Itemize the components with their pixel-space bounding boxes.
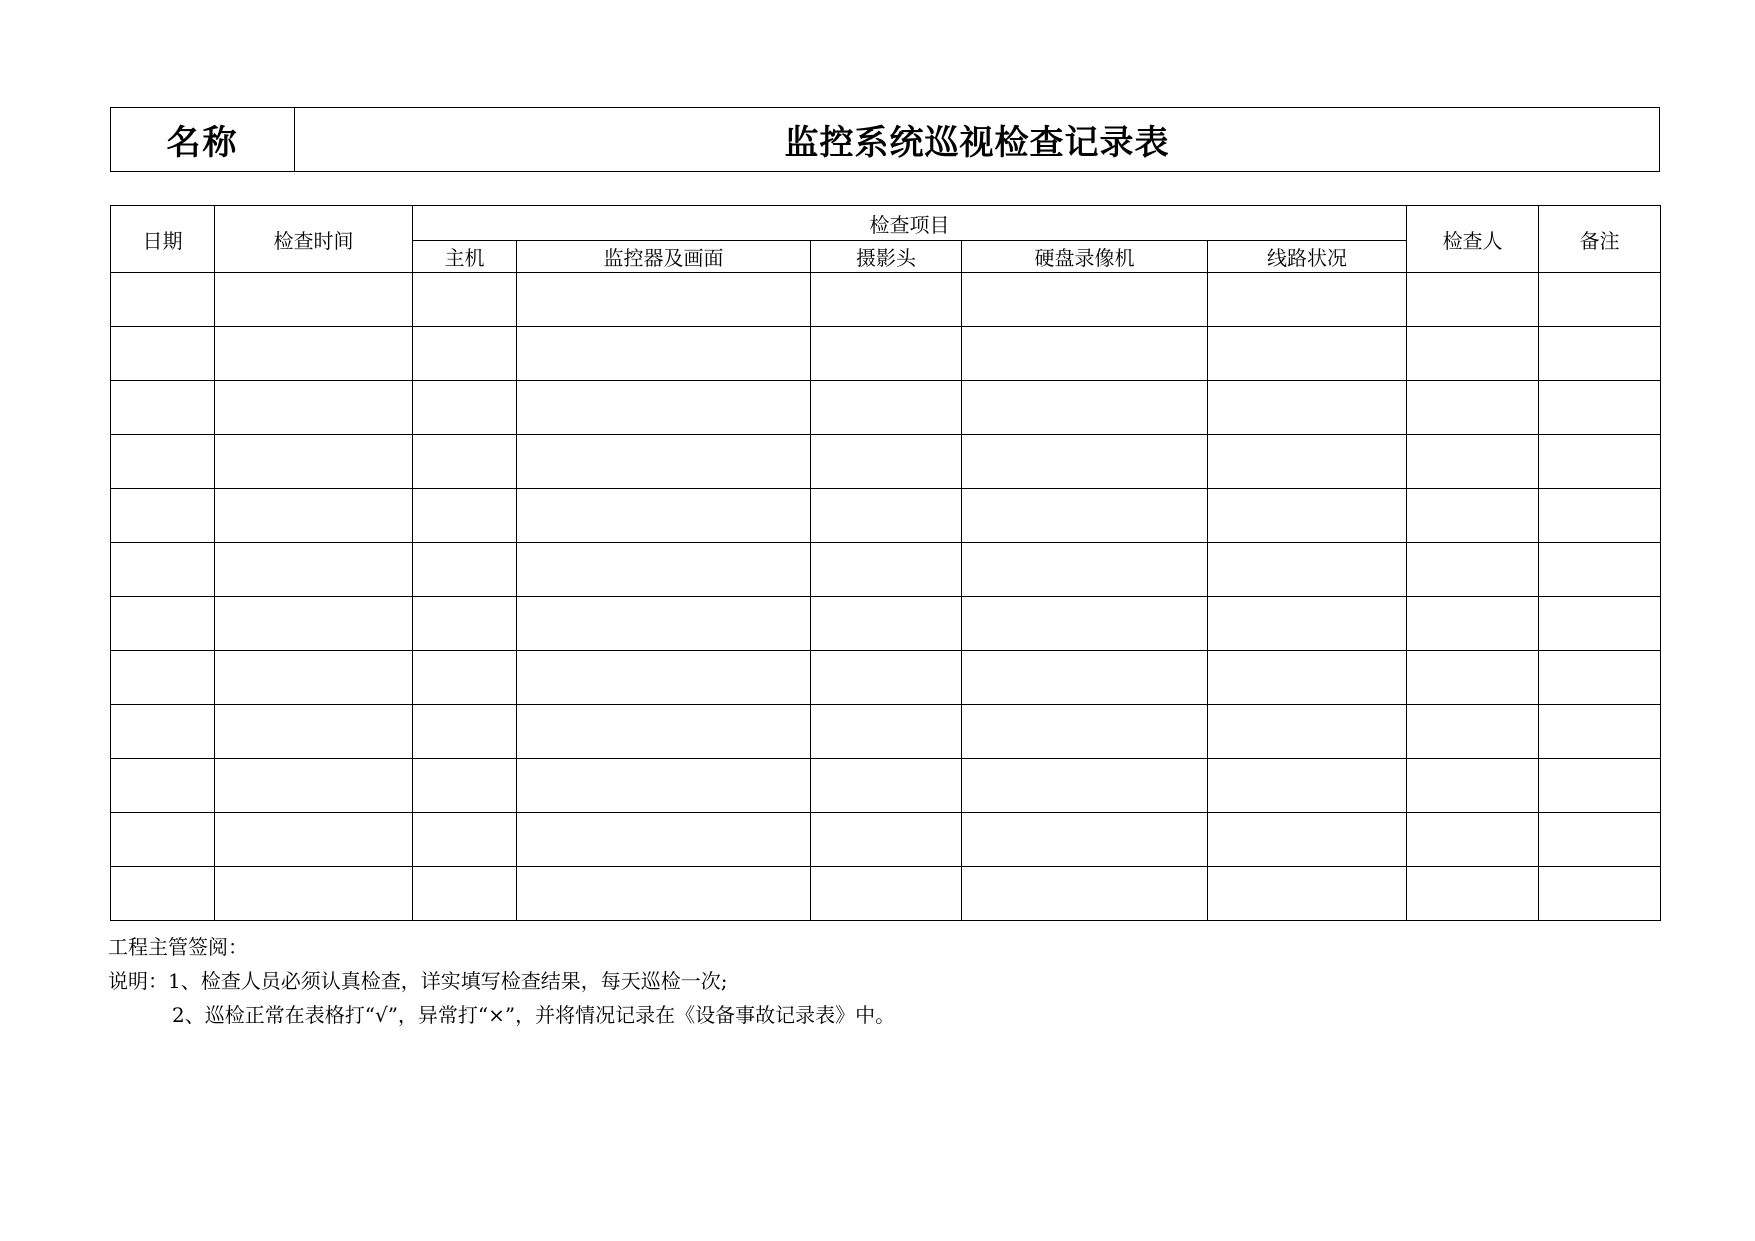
table-cell[interactable] bbox=[517, 705, 811, 759]
table-cell[interactable] bbox=[1539, 867, 1661, 921]
title-block bbox=[110, 107, 1660, 172]
table-cell[interactable] bbox=[517, 813, 811, 867]
table-cell[interactable] bbox=[962, 867, 1208, 921]
table-cell[interactable] bbox=[1539, 705, 1661, 759]
supervisor-signoff: 工程主管签阅： bbox=[108, 935, 248, 959]
table-cell[interactable] bbox=[811, 435, 962, 489]
table-cell[interactable] bbox=[811, 327, 962, 381]
table-cell[interactable] bbox=[1539, 597, 1661, 651]
table-cell[interactable] bbox=[1539, 273, 1661, 327]
table-cell[interactable] bbox=[1539, 489, 1661, 543]
table-cell[interactable] bbox=[1407, 813, 1539, 867]
table-cell[interactable] bbox=[1208, 489, 1407, 543]
table-cell[interactable] bbox=[517, 435, 811, 489]
table-cell[interactable] bbox=[413, 759, 517, 813]
table-cell[interactable] bbox=[811, 489, 962, 543]
table-cell[interactable] bbox=[111, 327, 215, 381]
table-cell[interactable] bbox=[1407, 543, 1539, 597]
table-cell[interactable] bbox=[962, 759, 1208, 813]
table-body bbox=[111, 273, 1661, 921]
table-cell[interactable] bbox=[1539, 327, 1661, 381]
table-cell[interactable] bbox=[517, 273, 811, 327]
table-cell[interactable] bbox=[111, 435, 215, 489]
table-row bbox=[111, 327, 1661, 381]
sub-header-dvr: 硬盘录像机 bbox=[962, 241, 1208, 273]
table-cell[interactable] bbox=[811, 759, 962, 813]
table-cell[interactable] bbox=[1407, 435, 1539, 489]
table-cell[interactable] bbox=[962, 597, 1208, 651]
table-cell[interactable] bbox=[1208, 651, 1407, 705]
note-line-1: 说明：1、检查人员必须认真检查，详实填写检查结果，每天巡检一次; bbox=[108, 969, 728, 993]
table-cell[interactable] bbox=[962, 327, 1208, 381]
table-row bbox=[111, 705, 1661, 759]
column-header-check-time: 检查时间 bbox=[215, 206, 413, 273]
table-cell[interactable] bbox=[1407, 705, 1539, 759]
table-cell[interactable] bbox=[811, 543, 962, 597]
table-cell[interactable] bbox=[215, 813, 413, 867]
table-cell[interactable] bbox=[517, 543, 811, 597]
table-cell[interactable] bbox=[413, 867, 517, 921]
table-cell[interactable] bbox=[111, 273, 215, 327]
column-header-inspector: 检查人 bbox=[1407, 206, 1539, 273]
table-cell[interactable] bbox=[1407, 651, 1539, 705]
table-cell[interactable] bbox=[1539, 381, 1661, 435]
sub-header-camera: 摄影头 bbox=[811, 241, 962, 273]
table-cell[interactable] bbox=[1208, 867, 1407, 921]
table-cell[interactable] bbox=[215, 543, 413, 597]
table-cell[interactable] bbox=[1208, 381, 1407, 435]
table-cell[interactable] bbox=[1208, 273, 1407, 327]
table-cell[interactable] bbox=[517, 489, 811, 543]
table-cell[interactable] bbox=[811, 867, 962, 921]
table-cell[interactable] bbox=[413, 273, 517, 327]
table-cell[interactable] bbox=[1407, 489, 1539, 543]
table-cell[interactable] bbox=[111, 597, 215, 651]
table-cell[interactable] bbox=[215, 435, 413, 489]
table-cell[interactable] bbox=[1208, 435, 1407, 489]
table-row bbox=[111, 543, 1661, 597]
table-row bbox=[111, 273, 1661, 327]
table-row bbox=[111, 759, 1661, 813]
table-cell[interactable] bbox=[413, 705, 517, 759]
table-cell[interactable] bbox=[811, 813, 962, 867]
footer-notes bbox=[108, 930, 1608, 1032]
table-cell[interactable] bbox=[811, 597, 962, 651]
column-header-remarks: 备注 bbox=[1539, 206, 1661, 273]
table-cell[interactable] bbox=[1208, 543, 1407, 597]
table-cell[interactable] bbox=[215, 597, 413, 651]
note-line-2: 2、巡检正常在表格打“√”，异常打“×”，并将情况记录在《设备事故记录表》中。 bbox=[172, 1003, 896, 1027]
table-row bbox=[111, 597, 1661, 651]
column-header-date: 日期 bbox=[111, 206, 215, 273]
table-row bbox=[111, 435, 1661, 489]
table-cell[interactable] bbox=[111, 543, 215, 597]
table-cell[interactable] bbox=[215, 759, 413, 813]
table-cell[interactable] bbox=[413, 543, 517, 597]
table-cell[interactable] bbox=[215, 273, 413, 327]
table-cell[interactable] bbox=[413, 651, 517, 705]
table-row bbox=[111, 813, 1661, 867]
table-cell[interactable] bbox=[1407, 273, 1539, 327]
table-cell[interactable] bbox=[413, 813, 517, 867]
table-cell[interactable] bbox=[1407, 597, 1539, 651]
table-cell[interactable] bbox=[1208, 597, 1407, 651]
sub-header-wiring-status: 线路状况 bbox=[1208, 241, 1407, 273]
table-cell[interactable] bbox=[962, 651, 1208, 705]
sub-header-monitor-display: 监控器及画面 bbox=[517, 241, 811, 273]
table-cell[interactable] bbox=[517, 327, 811, 381]
table-cell[interactable] bbox=[215, 705, 413, 759]
table-cell[interactable] bbox=[111, 489, 215, 543]
table-cell[interactable] bbox=[215, 489, 413, 543]
table-cell[interactable] bbox=[811, 651, 962, 705]
table-cell[interactable] bbox=[215, 867, 413, 921]
table-cell[interactable] bbox=[1407, 381, 1539, 435]
column-header-check-items: 检查项目 bbox=[413, 206, 1407, 241]
table-cell[interactable] bbox=[1539, 435, 1661, 489]
table-cell[interactable] bbox=[1539, 813, 1661, 867]
table-cell[interactable] bbox=[111, 651, 215, 705]
table-cell[interactable] bbox=[517, 597, 811, 651]
table-cell[interactable] bbox=[962, 273, 1208, 327]
table-cell[interactable] bbox=[111, 381, 215, 435]
table-cell[interactable] bbox=[1208, 759, 1407, 813]
table-cell[interactable] bbox=[111, 813, 215, 867]
table-cell[interactable] bbox=[962, 813, 1208, 867]
table-cell[interactable] bbox=[1539, 543, 1661, 597]
table-cell[interactable] bbox=[1539, 651, 1661, 705]
table-cell[interactable] bbox=[811, 705, 962, 759]
table-cell[interactable] bbox=[1407, 867, 1539, 921]
table-cell[interactable] bbox=[413, 381, 517, 435]
table-cell[interactable] bbox=[811, 381, 962, 435]
table-row bbox=[111, 489, 1661, 543]
table-cell[interactable] bbox=[1407, 759, 1539, 813]
table-row bbox=[111, 651, 1661, 705]
table-cell[interactable] bbox=[111, 867, 215, 921]
table-cell[interactable] bbox=[962, 381, 1208, 435]
table-cell[interactable] bbox=[517, 381, 811, 435]
table-row bbox=[111, 867, 1661, 921]
table-cell[interactable] bbox=[1208, 705, 1407, 759]
table-cell[interactable] bbox=[111, 759, 215, 813]
table-cell[interactable] bbox=[413, 597, 517, 651]
table-cell[interactable] bbox=[811, 273, 962, 327]
page-title: 监控系统巡视检查记录表 bbox=[295, 108, 1660, 172]
table-cell[interactable] bbox=[111, 705, 215, 759]
table-cell[interactable] bbox=[413, 435, 517, 489]
sub-header-host: 主机 bbox=[413, 241, 517, 273]
name-label: 名称 bbox=[111, 108, 295, 172]
table-cell[interactable] bbox=[1407, 327, 1539, 381]
table-cell[interactable] bbox=[517, 759, 811, 813]
table-cell[interactable] bbox=[413, 489, 517, 543]
table-cell[interactable] bbox=[1208, 813, 1407, 867]
table-cell[interactable] bbox=[517, 867, 811, 921]
table-cell[interactable] bbox=[962, 435, 1208, 489]
table-cell[interactable] bbox=[215, 651, 413, 705]
table-cell[interactable] bbox=[962, 705, 1208, 759]
table-cell[interactable] bbox=[413, 327, 517, 381]
table-cell[interactable] bbox=[1539, 759, 1661, 813]
table-row bbox=[111, 381, 1661, 435]
table-cell[interactable] bbox=[215, 381, 413, 435]
table-cell[interactable] bbox=[517, 651, 811, 705]
table-cell[interactable] bbox=[215, 327, 413, 381]
table-cell[interactable] bbox=[962, 543, 1208, 597]
inspection-record-table bbox=[110, 205, 1661, 921]
table-cell[interactable] bbox=[1208, 327, 1407, 381]
table-cell[interactable] bbox=[962, 489, 1208, 543]
